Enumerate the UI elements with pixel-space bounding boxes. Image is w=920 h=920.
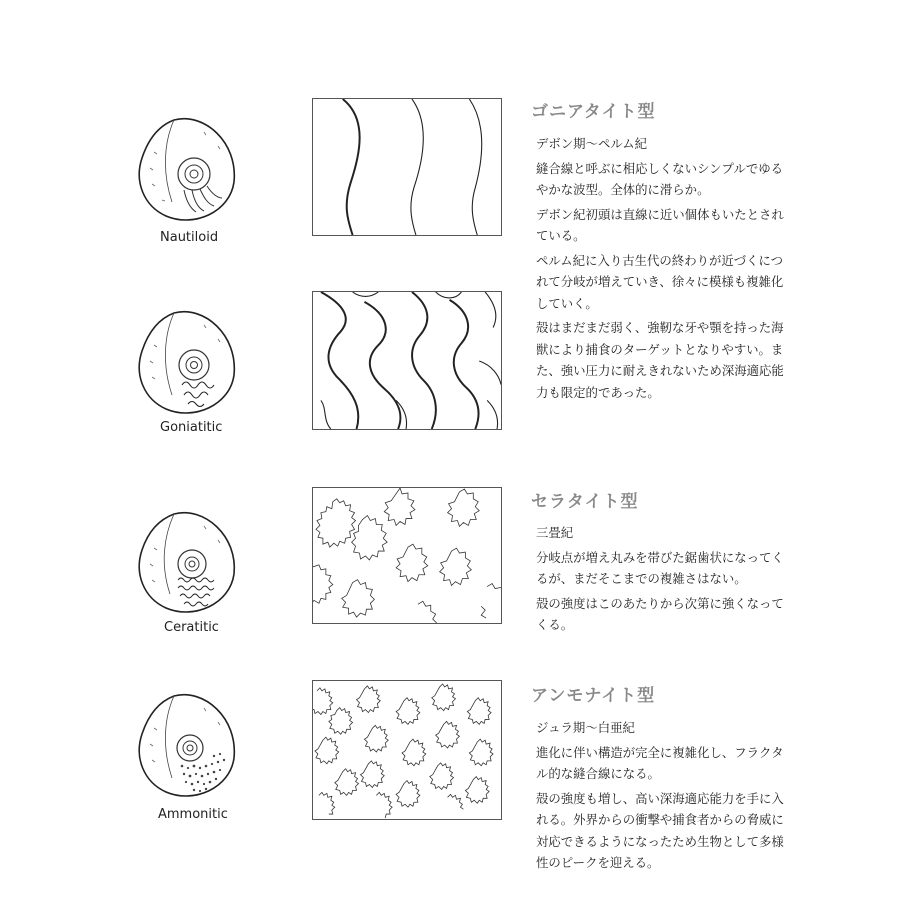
section-paragraph: デボン紀初頭は直線に近い個体もいたとされている。 (536, 206, 784, 243)
section-paragraph: 殻の強度も増し、高い深海適応能力を手に入れる。外界からの衝撃や捕食者からの脅威に対応できるようになったため生物として多様性のピークを迎える。 (536, 790, 784, 870)
section-paragraph: 進化に伴い構造が完全に複雑化し、フラクタル的な縫合線になる。 (536, 744, 784, 781)
section-description-goniatite (536, 133, 786, 406)
section-paragraph: 殻はまだまだ弱く、強靭な牙や顎を持った海獣により捕食のターゲットとなりやすい。また、強い圧力に耐えきれないため深海適応能力も限定的であった。 (536, 320, 784, 400)
section-heading-goniatite: ゴニアタイト型 (531, 102, 656, 122)
ceratitic-shell-illustration (134, 508, 244, 618)
shell-label-ceratitic: Ceratitic (164, 620, 219, 635)
ammonitic-shell-illustration (134, 688, 244, 803)
shell-label-ammonitic: Ammonitic (158, 807, 228, 822)
section-heading-ammonite: アンモナイト型 (531, 686, 656, 706)
section-paragraph: 殻の強度はこのあたりから次第に強くなってくる。 (536, 595, 784, 632)
suture-panel-nautiloid (312, 98, 502, 236)
section-description-ammonite (536, 717, 786, 877)
nautiloid-shell-illustration (134, 112, 244, 227)
section-paragraph: 縫合線と呼ぶに相応しくないシンプルでゆるやかな波型。全体的に滑らか。 (536, 160, 784, 197)
section-paragraph: 分岐点が増え丸みを帯びた鋸歯状になってくるが、まだそこまでの複雑さはない。 (536, 549, 784, 586)
suture-panel-goniatitic (312, 291, 502, 430)
shell-label-nautiloid: Nautiloid (160, 230, 219, 245)
goniatitic-shell-illustration (134, 305, 244, 420)
section-paragraph: ジュラ期〜白亜紀 (536, 720, 635, 735)
suture-panel-ammonitic (312, 680, 502, 820)
section-paragraph: デボン期〜ペルム紀 (536, 136, 648, 151)
suture-panel-ceratitic (312, 487, 502, 624)
section-description-ceratite (536, 522, 786, 639)
section-paragraph: 三畳紀 (536, 525, 574, 540)
section-paragraph: ペルム紀に入り古生代の終わりが近づくにつれて分岐が増えていき、徐々に模様も複雑化していく。 (536, 252, 784, 311)
section-heading-ceratite: セラタイト型 (531, 492, 639, 512)
shell-label-goniatitic: Goniatitic (160, 420, 223, 435)
